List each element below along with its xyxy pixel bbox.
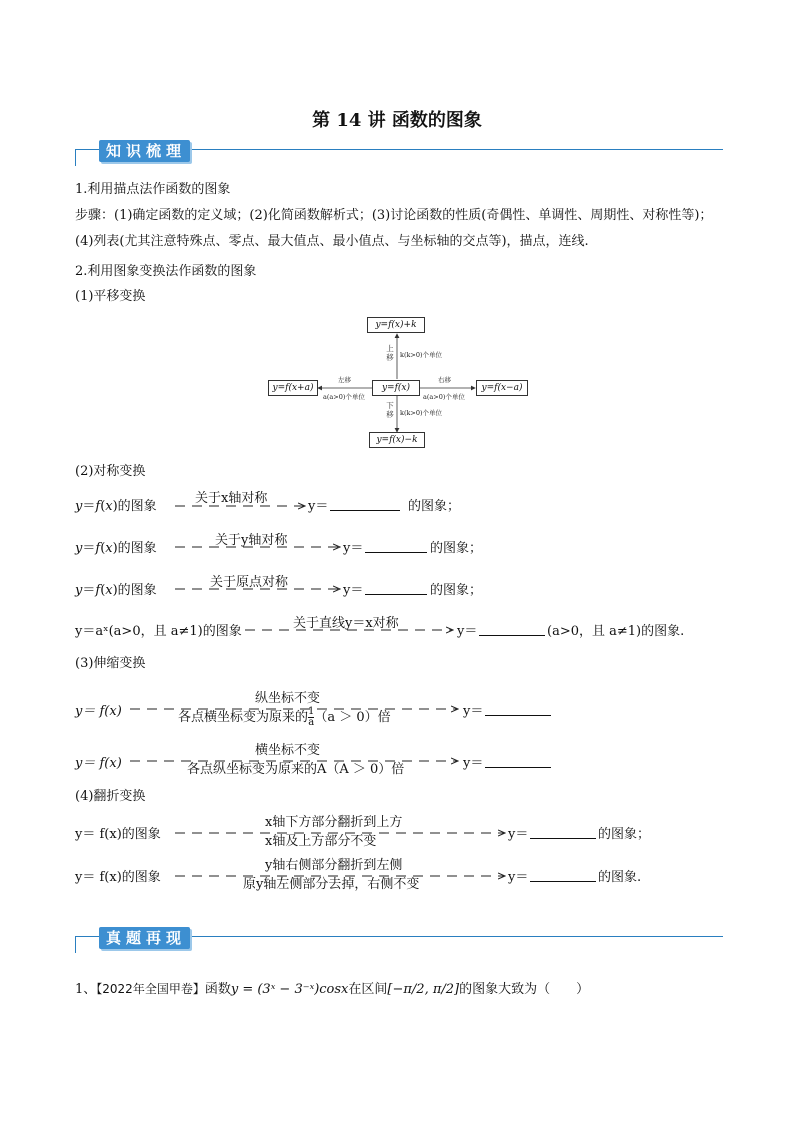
box-left: y=f(x+a) [268, 380, 318, 396]
label-left: 左移 [338, 376, 351, 384]
box-up: y=f(x)+k [367, 317, 425, 333]
sym-label-3: 关于原点对称 [210, 575, 289, 590]
section-badge: 真题再现 [99, 927, 190, 949]
blank[interactable] [485, 700, 551, 716]
blank[interactable] [479, 620, 545, 636]
box-center: y=f(x) [372, 380, 420, 396]
flip-row-1: y＝ f(x)的图象 x轴下方部分翻折到上方 x轴及上方部分不变 y＝ 的图象； [75, 823, 725, 847]
sym-row-2: y＝f(x)的图象 关于y轴对称 y＝ 的图象； [75, 537, 725, 561]
label-up: 上移 [386, 344, 394, 362]
sym-label-4: 关于直线y＝x对称 [293, 616, 399, 631]
heading-plotting: 1.利用描点法作函数的图象 [75, 182, 231, 197]
label-right: 右移 [438, 376, 451, 384]
scale-bottom-2: 各点纵坐标变为原来的A（A ＞ 0）倍 [187, 762, 405, 777]
flip-row-2: y＝ f(x)的图象 y轴右侧部分翻折到左侧 原y轴左侧部分去掉，右侧不变 y＝ 的图象. [75, 866, 725, 890]
flip-top-1: x轴下方部分翻折到上方 [265, 815, 403, 830]
steps-paragraph: 步骤：(1)确定函数的定义域；(2)化简函数解析式；(3)讨论函数的性质(奇偶性、单调性、周期性、对称性等)；(4)列表(尤其注意特殊点、零点、最大值点、最小值点、与坐标轴的交点等)，描点，连线. [75, 208, 713, 249]
fraction: $\frac{1}{a}$ [308, 706, 315, 728]
sym-label-1: 关于x轴对称 [195, 491, 268, 506]
scale-top-2: 横坐标不变 [255, 743, 321, 758]
blank[interactable] [530, 823, 596, 839]
section-header-past-exams [75, 927, 723, 953]
sub-symmetry: (2)对称变换 [75, 464, 146, 479]
flip-bottom-1: x轴及上方部分不变 [265, 834, 377, 849]
blank[interactable] [365, 579, 427, 595]
sym-row-1: y＝f(x)的图象 关于x轴对称 y＝ 的图象； [75, 495, 725, 519]
scale-row-2: y＝ f(x) 横坐标不变 各点纵坐标变为原来的A（A ＞ 0）倍 y＝ [75, 752, 725, 776]
formula: y = (3ˣ − 3⁻ˣ)cosx [230, 982, 349, 997]
blank[interactable] [330, 495, 400, 511]
flip-bottom-2: 原y轴左侧部分去掉，右侧不变 [243, 877, 420, 892]
page-title: 第 14 讲 函数的图象 [312, 110, 482, 131]
label-a-right: a(a>0)个单位 [423, 393, 465, 401]
label-k-down: k(k>0)个单位 [400, 409, 443, 417]
scale-bottom-1: 各点横坐标变为原来的 $\frac{1}{a}$ （a ＞ 0）倍 [178, 706, 391, 728]
sub-flip: (4)翻折变换 [75, 789, 146, 804]
sym-row-4: y＝aˣ(a>0，且 a≠1)的图象 关于直线y＝x对称 y＝ (a>0，且 a≠1)的图象. [75, 620, 725, 644]
sym-row-3: y＝f(x)的图象 关于原点对称 y＝ 的图象； [75, 579, 725, 603]
flip-top-2: y轴右侧部分翻折到左侧 [265, 858, 403, 873]
scale-row-1: y＝ f(x) 纵坐标不变 各点横坐标变为原来的 $\frac{1}{a}$ （a ＞ 0）倍 y＝ [75, 700, 725, 724]
section-badge: 知识梳理 [99, 140, 190, 162]
sym-label-2: 关于y轴对称 [215, 533, 288, 548]
label-a-left: a(a>0)个单位 [323, 393, 365, 401]
box-down: y=f(x)−k [369, 432, 425, 448]
sub-scaling: (3)伸缩变换 [75, 656, 146, 671]
heading-transform: 2.利用图象变换法作函数的图象 [75, 264, 257, 279]
label-k-up: k(k>0)个单位 [400, 351, 443, 359]
blank[interactable] [530, 866, 596, 882]
blank[interactable] [365, 537, 427, 553]
label-down: 下移 [386, 401, 394, 419]
sub-translation: (1)平移变换 [75, 289, 146, 304]
blank[interactable] [485, 752, 551, 768]
scale-top-1: 纵坐标不变 [255, 691, 321, 706]
question-1: 1、【2022年全国甲卷】函数y = (3ˣ − 3⁻ˣ)cosx在区间[−π/2, π/2]的图象大致为（ ） [75, 982, 590, 997]
box-right: y=f(x−a) [476, 380, 528, 396]
interval: [−π/2, π/2] [387, 982, 460, 997]
